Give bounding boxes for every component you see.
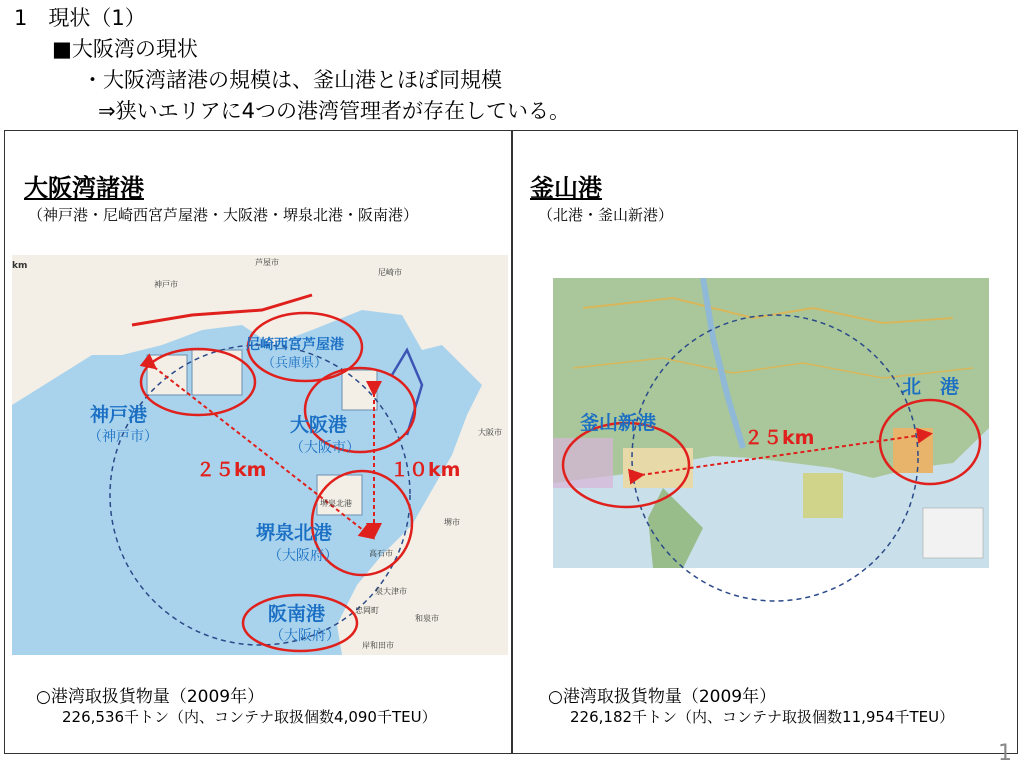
subsection-heading: ■大阪湾の現状: [52, 37, 198, 61]
amagasaki-port-label: 尼崎西宮芦屋港: [246, 337, 344, 353]
distance-25km-label: ２５km: [744, 427, 815, 449]
town-label: 堺泉北港: [320, 499, 352, 508]
town-label: 和泉市: [415, 614, 439, 623]
hannan-port-sub: （大阪府）: [270, 628, 340, 644]
page-number: 1: [998, 741, 1012, 766]
osaka-cargo-title: ○港湾取扱貨物量（2009年）: [36, 687, 265, 707]
north-port-circle: [880, 400, 980, 484]
town-label: 忠岡町: [355, 606, 379, 615]
town-label: 岸和田市: [362, 641, 394, 650]
osaka-cargo-value: 226,536千トン（内、コンテナ取扱個数4,090千TEU）: [62, 708, 437, 726]
osaka-bay-map: [12, 255, 508, 655]
busan-new-port-label: 釜山新港: [580, 412, 657, 434]
town-label: 神戸市: [154, 280, 178, 289]
column-divider: [511, 130, 513, 754]
town-label: 芦屋市: [255, 258, 279, 267]
osaka-bay-subtitle: （神戸港・尼崎西宮芦屋港・大阪港・堺泉北港・阪南港）: [28, 206, 419, 224]
distance-25km-label: ２５km: [196, 459, 267, 481]
section-heading: 1 現状（1）: [14, 6, 146, 30]
radius-ring: [632, 315, 918, 601]
town-label: 高石市: [369, 549, 393, 558]
town-label: 尼崎市: [378, 268, 402, 277]
reclaimed-island: [317, 475, 362, 515]
town-label: 大阪市: [478, 428, 502, 437]
busan-subtitle: （北港・釜山新港）: [538, 206, 674, 224]
busan-cargo-value: 226,182千トン（内、コンテナ取扱個数11,954千TEU）: [570, 708, 955, 726]
hannan-port-label: 阪南港: [268, 603, 326, 625]
busan-title: 釜山港: [530, 174, 602, 202]
sakai-port-sub: （大阪府）: [268, 548, 338, 564]
sakai-port-label: 堺泉北港: [256, 522, 333, 544]
kobe-port-label: 神戸港: [90, 404, 148, 426]
reclaimed-island: [342, 370, 377, 410]
north-port-label: 北 港: [902, 376, 960, 398]
amagasaki-port-sub: （兵庫県）: [262, 356, 328, 371]
town-label: 堺市: [444, 518, 460, 527]
bullet-text: ・大阪湾諸港の規模は、釜山港とほぼ同規模: [82, 68, 502, 92]
town-label: 泉大津市: [375, 587, 407, 596]
busan-cargo-title: ○港湾取扱貨物量（2009年）: [548, 687, 777, 707]
kobe-port-sub: （神戸市）: [88, 429, 158, 445]
osaka-port-label: 大阪港: [290, 414, 348, 436]
distance-10km-label: １０km: [390, 459, 461, 481]
osaka-bay-title: 大阪湾諸港: [24, 174, 144, 202]
new-port-circle: [563, 423, 689, 507]
conclusion-text: ⇒狭いエリアに4つの港湾管理者が存在している。: [98, 99, 570, 123]
osaka-port-sub: （大阪市）: [290, 440, 360, 456]
scale-mark: km: [12, 261, 28, 271]
